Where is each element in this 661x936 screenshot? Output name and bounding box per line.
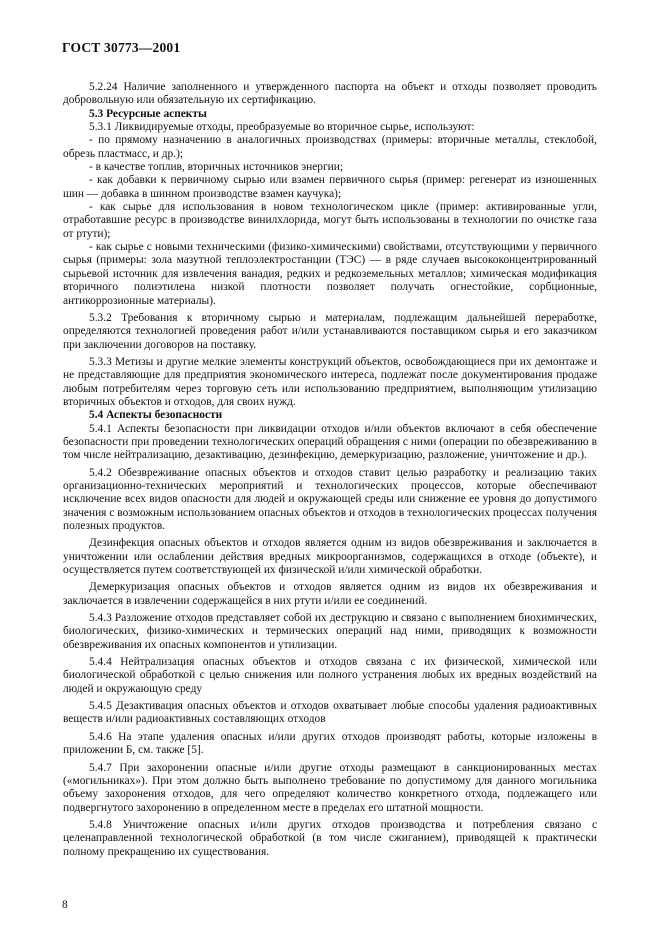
paragraph-5-3-1: 5.3.1 Ликвидируемые отходы, преобразуемые во вторичное сырье, используют: [89, 121, 475, 134]
page-number: 8 [62, 899, 68, 911]
document-header: ГОСТ 30773—2001 [62, 40, 181, 55]
paragraph-disinfection: Дезинфекция опасных объектов и отходов является одним из видов обезвреживания и заключается в уничтожении или ослаблении действия вредных микроорганизмов, содержащихся в отходе (объекте), и осуществляется путем соответствующей их физической и/или химической обработки. [63, 537, 597, 577]
section-heading-5-3: 5.3 Ресурсные аспекты [89, 107, 207, 120]
paragraph-5-4-4: 5.4.4 Нейтрализация опасных объектов и отходов связана с их физической, химической или биологической обработкой с целью снижения или полного устранения любых их вредных воздействий на людей и окружающую среду [63, 656, 597, 695]
document-body [63, 81, 597, 859]
paragraph-5-2-24: 5.2.24 Наличие заполненного и утвержденного паспорта на объект и отходы позволяет проводить добровольную или обязательную их сертификацию. [63, 81, 597, 107]
list-item: - как сырье для использования в новом технологическом цикле (пример: активированные угли, отработавшие ресурс в производстве винилхлорида, могут быть использованы в технологии по очистке газа от ртути); [63, 201, 597, 240]
paragraph-5-4-5: 5.4.5 Дезактивация опасных объектов и отходов охватывает любые способы удаления радиоактивных веществ и/или радиоактивных составляющих отходов [63, 700, 597, 726]
paragraph-5-3-2: 5.3.2 Требования к вторичному сырью и материалам, подлежащим дальнейшей переработке, определяются технологией проведения работ и/или устанавливаются поставщиком сырья и его заказчиком при заключении договоров на поставку. [63, 311, 597, 351]
paragraph-5-3-3: 5.3.3 Метизы и другие мелкие элементы конструкций объектов, освобождающиеся при их демонтаже и не представляющие для предприятия экономического интереса, подлежат после документирования продаже любым потребителям через торговую сеть или использованию предприятием, выполняющим утилизацию вторичных объектов и отходов, для своих нужд. [63, 355, 597, 408]
list-item: - по прямому назначению в аналогичных производствах (примеры: вторичные металлы, стеклобой, обрезь пластмасс, и др.); [63, 134, 597, 160]
paragraph-demercurization: Демеркуризация опасных объектов и отходов является одним из видов их обезвреживания и заключается в извлечении содержащейся в них ртути и/или ее соединений. [63, 581, 597, 607]
list-item: - как добавки к первичному сырью или взамен первичного сырья (пример: регенерат из изношенных шин — добавка в шинном производстве взамен каучука); [63, 174, 597, 200]
paragraph-5-4-6: 5.4.6 На этапе удаления опасных и/или других отходов производят работы, которые изложены в приложении Б, см. также [5]. [63, 730, 597, 757]
paragraph-5-4-8: 5.4.8 Уничтожение опасных и/или других отходов производства и потребления связано с целенаправленной технологической обработкой (в том числе сжиганием), приводящей к практически полному прекращению их существования. [63, 818, 597, 858]
section-heading-5-4: 5.4 Аспекты безопасности [89, 409, 223, 422]
list-item: - как сырье с новыми техническими (физико-химическими) свойствами, отсутствующими у первичного сырья (примеры: зола мазутной теплоэлектростанции (ТЭС) — в ряде случаев высококонцентрированный сырьевой источник для извлечения ванадия, редких и редкоземельных металлов; химическая модификация вторичного полиэтилена низкой плотности позволяет получать огнестойкие, сорбционные, антикоррозионные материалы). [63, 241, 597, 307]
paragraph-5-4-7: 5.4.7 При захоронении опасные и/или другие отходы размещают в санкционированных местах («могильниках»). При этом должно быть выполнено требование по допустимому для данного могильника объему захоронения отходов, для чего определяют количество конкретного отхода, подлежащего или подвергнутого захоронению в определенном месте в пределах его штатной мощности. [63, 761, 597, 814]
paragraph-5-4-1: 5.4.1 Аспекты безопасности при ликвидации отходов и/или объектов включают в себя обеспечение безопасности при проведении технологических операций обращения с ними (операции по обезвреживанию в том числе нейтрализацию, дезактивацию, дезинфекцию, демеркуризацию, разложение, уничтожение и др.). [63, 422, 597, 462]
paragraph-5-4-2: 5.4.2 Обезвреживание опасных объектов и отходов ставит целью разработку и реализацию таких организационно-технических мероприятий и технологических процессов, которые обеспечивают исключение всех видов опасности для людей и окружающей среды или снижение ее уровня до допустимого значения с возможным использованием опасных объектов и отходов в технологических процессах получения полезных продуктов. [63, 466, 597, 532]
paragraph-5-4-3: 5.4.3 Разложение отходов представляет собой их деструкцию и связано с выполнением биохимических, биологических, физико-химических и термических операций над ними, приводящих к возможности обезвреживания их опасных компонентов и утилизации. [63, 612, 597, 651]
list-item: - в качестве топлив, вторичных источников энергии; [89, 161, 343, 174]
